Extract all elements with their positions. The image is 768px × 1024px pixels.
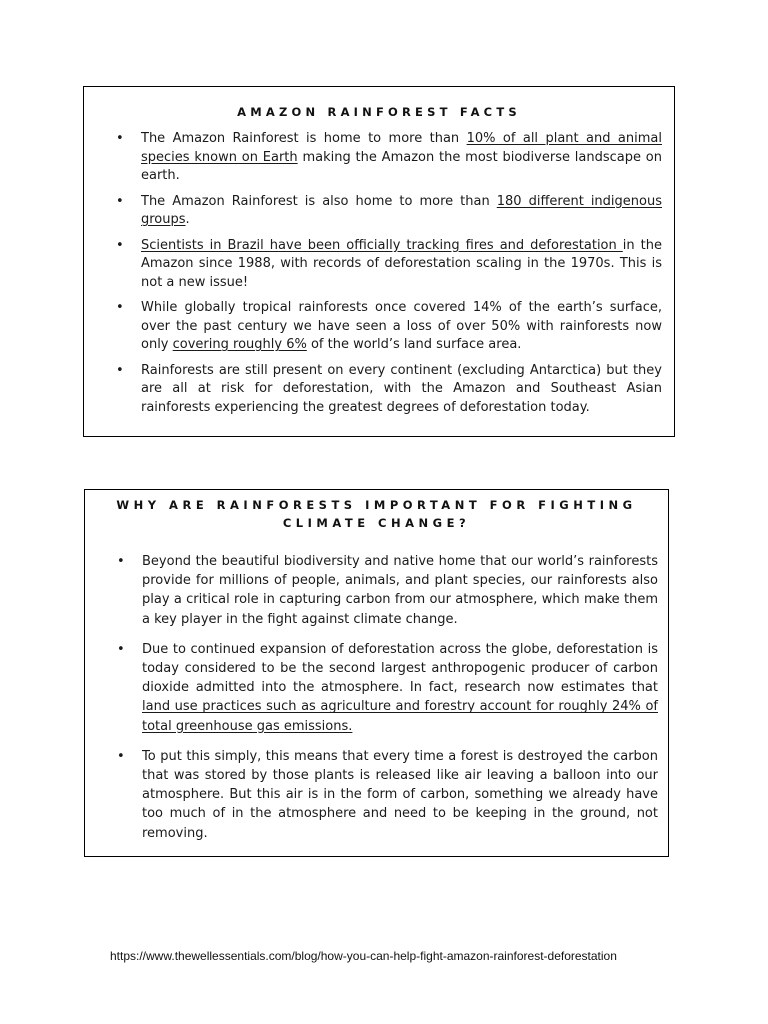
fact-5-text: Rainforests are still present on every continent (excluding Antarctica) but they are all at risk for deforestation, with the Amazon and Southeast Asian rainforests experiencing the greatest degrees of deforestation today. <box>141 362 662 415</box>
fact-item-2 <box>106 193 662 230</box>
fact-4-text-end: of the world’s land surface area. <box>306 337 522 352</box>
climate-1-text: Beyond the beautiful biodiversity and native home that our world’s rainforests provide for millions of people, animals, and plant species, our rainforests also play a critical role in capturing carbon from our atmosphere, which make them a key player in the fight against climate change. <box>142 554 658 627</box>
fact-1-text-end: making the Amazon the most biodiverse landscape on earth. <box>141 149 662 183</box>
fact-1-highlight: 10% of all plant and animal species known on Earth <box>141 131 662 165</box>
climate-importance-title: WHY ARE RAINFORESTS IMPORTANT FOR FIGHTING CLIMATE CHANGE? <box>116 498 637 530</box>
source-url[interactable]: https://www.thewellessentials.com/blog/how-you-can-help-fight-amazon-rainforest-deforestation <box>110 949 617 963</box>
climate-3-text: To put this simply, this means that every time a forest is destroyed the carbon that was stored by those plants is released like air leaving a balloon into our atmosphere. But this air is in the form of carbon, something we already have too much of in the atmosphere and need to be keeping in the ground, not removing. <box>142 748 658 841</box>
fact-item-5 <box>106 362 662 418</box>
climate-2-highlight: land use practices such as agriculture and forestry account for roughly 24% of total greenhouse gas emissions. <box>142 699 658 734</box>
climate-importance-box <box>84 489 669 857</box>
amazon-facts-box <box>83 86 675 437</box>
fact-2-highlight: 180 different indigenous groups <box>141 193 662 227</box>
climate-item-3 <box>107 747 658 843</box>
climate-importance-list <box>107 552 658 843</box>
amazon-facts-title: AMAZON RAINFOREST FACTS <box>237 105 521 119</box>
fact-4-text: While globally tropical rainforests once covered 14% of the earth’s surface, over the past century we have seen a loss of over 50% with rainforests now only <box>141 300 662 352</box>
fact-3-text-end: in the Amazon since 1988, with records of deforestation scaling in the 1970s. This is not a new issue! <box>141 237 662 290</box>
climate-item-1 <box>107 552 658 629</box>
fact-2-text: The Amazon Rainforest is also home to more than <box>141 193 497 209</box>
fact-item-3 <box>106 237 662 293</box>
fact-4-highlight: covering roughly 6% <box>172 337 307 352</box>
fact-item-4 <box>106 299 662 355</box>
fact-3-highlight: Scientists in Brazil have been officially tracking fires and deforestation <box>141 237 623 253</box>
climate-item-2 <box>107 640 658 736</box>
amazon-facts-list <box>106 130 662 417</box>
fact-item-1 <box>106 130 662 186</box>
fact-1-text: The Amazon Rainforest is home to more than <box>141 131 467 146</box>
fact-2-text-end: . <box>185 212 190 227</box>
climate-2-text: Due to continued expansion of deforestation across the globe, deforestation is today considered to be the second largest anthropogenic producer of carbon dioxide admitted into the atmosphere. In fact, research now estimates that <box>142 641 658 696</box>
